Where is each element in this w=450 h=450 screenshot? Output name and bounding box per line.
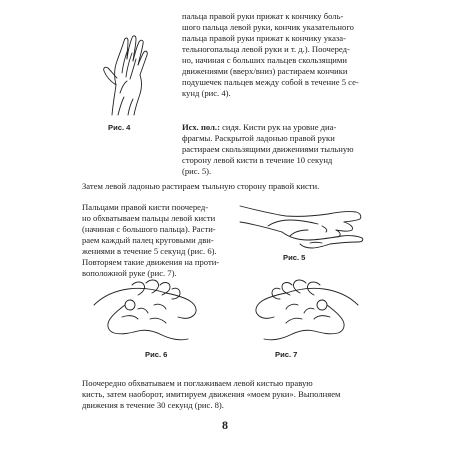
text-line-full: Затем левой ладонью растираем тыльную сторону правой кисти.: [82, 181, 320, 191]
text-line: движениями (вверх/вниз) растираем кончики: [182, 66, 348, 76]
text-line: пальца правой руки прижат к кончику указа-: [182, 33, 346, 43]
text-fragment: сидя. Кисти рук на уровне диа-: [219, 122, 337, 132]
text-line: движения в течение 30 секунд (рис. 8).: [82, 400, 224, 410]
figure-7-drawing: [240, 275, 360, 345]
figure-5-rubbing-hand: [238, 196, 366, 252]
text-line: Повторяем такие движения на проти-: [82, 257, 220, 267]
text-line: (начиная с большого пальца). Расти-: [82, 224, 216, 234]
figure-7-caption: Рис. 7: [275, 350, 298, 359]
text-line: раем каждый палец круговыми дви-: [82, 235, 214, 245]
text-line: тельногопальца левой руки и т. д.). Поочеред-: [182, 44, 350, 54]
text-line: [182, 122, 384, 133]
text-line: воположной руке (рис. 7).: [82, 268, 177, 278]
text-block-left: [82, 202, 234, 279]
text-line: подушечек пальцев между собой в течение 5 се-: [182, 77, 359, 87]
text-line: пальца правой руки прижат к кончику боль-: [182, 11, 344, 21]
text-line: растираем скользящими движениями тыльную: [182, 144, 354, 154]
figure-5-caption: Рис. 5: [283, 253, 306, 262]
text-line: кунд (рис. 4).: [182, 88, 231, 98]
text-line: Пальцами правой кисти поочеред-: [82, 202, 209, 212]
figure-4-hands-pressed: [98, 33, 160, 118]
text-block-top: [182, 11, 384, 99]
text-line: сторону левой кисти в течение 10 секунд: [182, 155, 333, 165]
figure-5-drawing: [238, 196, 366, 252]
text-line: шого пальца левой руки, кончик указательного: [182, 22, 354, 32]
text-line: Поочередно обхватываем и поглаживаем левой кистью правую: [82, 378, 313, 388]
starting-position-label: Исх. пол.:: [182, 122, 220, 132]
figure-4-drawing: [98, 33, 160, 118]
figure-6-drawing: [92, 275, 212, 345]
figure-4-caption: Рис. 4: [108, 123, 131, 132]
text-line: но, начиная с больших пальцев скользящими: [182, 55, 347, 65]
figure-7-rubbing-fingers: [240, 275, 360, 345]
text-block-starting-position: [182, 122, 384, 177]
text-line: но обхватываем пальцы левой кисти: [82, 213, 216, 223]
page-number: 8: [222, 418, 228, 432]
text-line: фрагмы. Раскрытой ладонью правой руки: [182, 133, 335, 143]
text-block-bottom: [82, 378, 382, 411]
figure-6-caption: Рис. 6: [145, 350, 168, 359]
figure-6-rubbing-fingers: [92, 275, 212, 345]
text-line: жениями в течение 5 секунд (рис. 6).: [82, 246, 217, 256]
text-line: кисть, затем наоборот, имитируем движения «моем руки». Выполняем: [82, 389, 341, 399]
text-line: (рис. 5).: [182, 166, 212, 176]
